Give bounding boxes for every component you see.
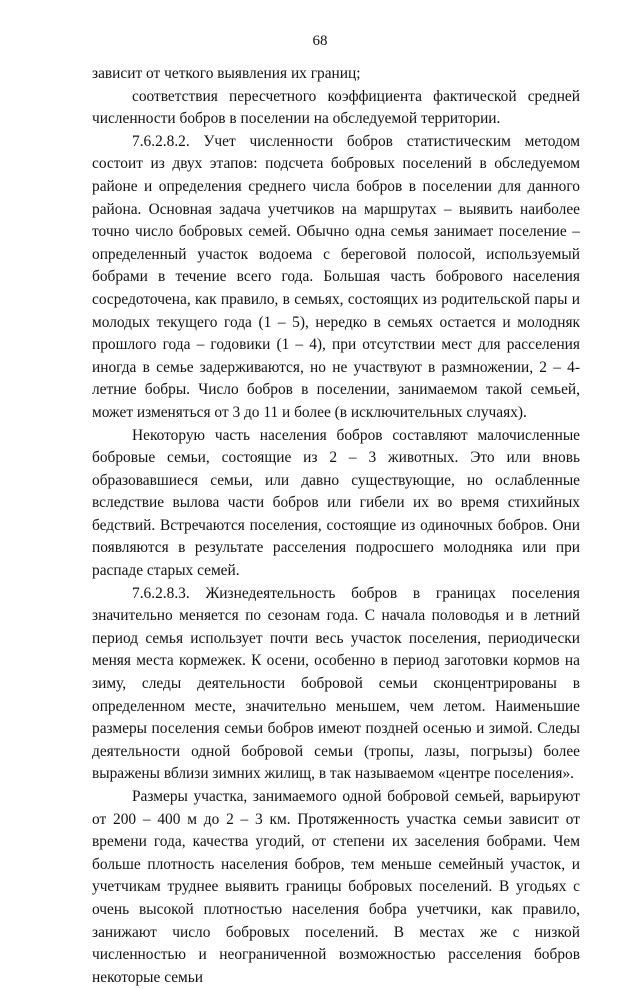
paragraph-1: зависит от четкого выявления их границ; <box>92 65 361 82</box>
text-body <box>92 63 580 989</box>
paragraph-2: соответствия пересчетного коэффициента фактической средней численности бобров в поселении на обследуемой территории. <box>92 87 580 128</box>
paragraph-5: 7.6.2.8.3. Жизнедеятельность бобров в границах поселения значительно меняется по сезонам года. С начала половодья и в летний период семья использует почти весь участок поселения, периодически меняя места кормежек. К осени, особенно в период заготовки кормов на зиму, следы деятельности бобровой семьи сконцентрированы в определенном месте, значительно меньшем, чем летом. Наименьшие размеры поселения семьи бобров имеют поздней осенью и зимой. Следы деятельности одной бобровой семьи (тропы, лазы, погрызы) более выражены вблизи зимних жилищ, в так называемом «центре поселения». <box>92 584 580 783</box>
paragraph-6: Размеры участка, занимаемого одной бобровой семьей, варьируют от 200 – 400 м до 2 – 3 км. Протяженность участка семьи зависит от времени года, качества угодий, от степени их заселения бобрами. Чем больше плотность населения бобров, тем меньше семейный участок, и учетчикам труднее выявить границы бобровых поселений. В угодьях с очень высокой плотностью населения бобра учетчики, как правило, занижают число бобровых поселений. В местах же с низкой численностью и неограниченной возможностью расселения бобров некоторые семьи <box>92 788 580 986</box>
paragraph-4: Некоторую часть населения бобров составляют малочисленные бобровые семьи, состоящие из 2 – 3 животных. Это или вновь образовавшиеся семьи, или давно существующие, но ослабленные вследствие вылова части бобров или гибели их во время стихийных бедствий. Встречаются поселения, состоящие из одиночных бобров. Они появляются в результате расселения подросшего молодняка или при распаде старых семей. <box>92 426 580 580</box>
paragraph-3: 7.6.2.8.2. Учет численности бобров статистическим методом состоит из двух этапов: подсчета бобровых поселений в обследуемом районе и определения среднего числа бобров в поселении для данного района. Основная задача учетчиков на маршрутах – выявить наиболее точно число бобровых семей. Обычно одна семья занимает поселение – определенный участок водоема с береговой полосой, используемый бобрами в течение всего года. Большая часть бобрового населения сосредоточена, как правило, в семьях, состоящих из родительской пары и молодых текущего года (1 – 5), нередко в семьях остается и молодняк прошлого года – годовики (1 – 4), при отсутствии мест для расселения иногда в семье задерживаются, но не участвуют в размножении, 2 – 4-летние бобры. Число бобров в поселении, занимаемом такой семьей, может изменяться от 3 до 11 и более (в исключительных случаях). <box>92 132 580 421</box>
page-number: 68 <box>312 33 328 49</box>
